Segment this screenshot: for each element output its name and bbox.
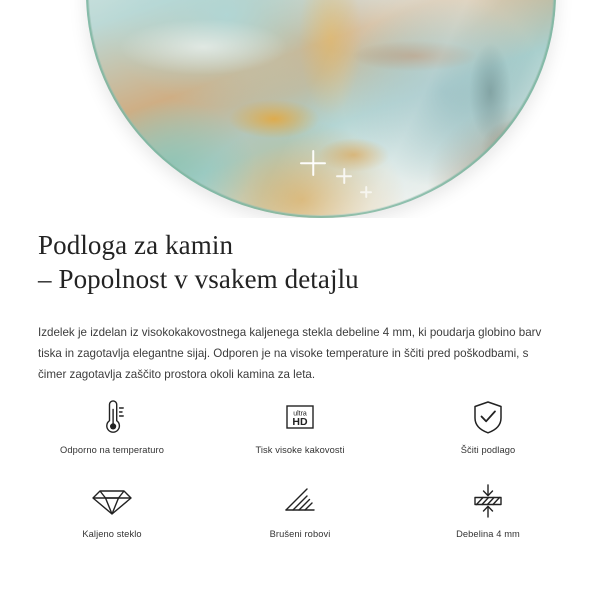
page-title-line-2: – Popolnost v vsakem detajlu bbox=[38, 264, 359, 294]
thermometer-icon bbox=[95, 396, 129, 438]
shield-check-icon bbox=[468, 396, 508, 438]
feature-label: Odporno na temperaturo bbox=[59, 445, 164, 455]
feature-item-thickness bbox=[394, 480, 582, 554]
feature-item-polished-edges bbox=[206, 480, 394, 554]
svg-text:ultra: ultra bbox=[293, 410, 307, 418]
feature-item-tempered-glass bbox=[18, 480, 206, 554]
ultra-hd-icon bbox=[280, 396, 320, 438]
feature-grid bbox=[18, 396, 582, 554]
polished-edges-icon bbox=[280, 480, 320, 522]
page-description: Izdelek je izdelan iz visokokakovostnega kaljenega stekla debeline 4 mm, ki poudarja globino barv tiska in zagotavlja elegantne sijaj. Odporen je na visoke temperature in ščiti pred poškodbami, s čimer zagotavlja zaščito prostora okoli kamina za leta. bbox=[38, 326, 542, 381]
glass-disc-graphic bbox=[86, 0, 556, 218]
feature-label: Brušeni robovi bbox=[269, 529, 331, 539]
feature-label: Ščiti podlago bbox=[460, 445, 516, 455]
feature-item-temperature bbox=[18, 396, 206, 470]
thickness-arrows-icon bbox=[468, 480, 508, 522]
page-title bbox=[38, 228, 566, 296]
diamond-icon bbox=[91, 480, 133, 522]
feature-label: Tisk visoke kakovosti bbox=[255, 445, 345, 455]
feature-label: Debelina 4 mm bbox=[456, 529, 520, 539]
feature-label: Kaljeno steklo bbox=[82, 529, 142, 539]
page-title-line-1: Podloga za kamin bbox=[38, 230, 234, 260]
feature-item-surface-protection bbox=[394, 396, 582, 470]
feature-item-print-quality bbox=[206, 396, 394, 470]
text-block bbox=[38, 228, 566, 385]
hero-image bbox=[0, 0, 600, 218]
svg-text:HD: HD bbox=[292, 416, 308, 428]
